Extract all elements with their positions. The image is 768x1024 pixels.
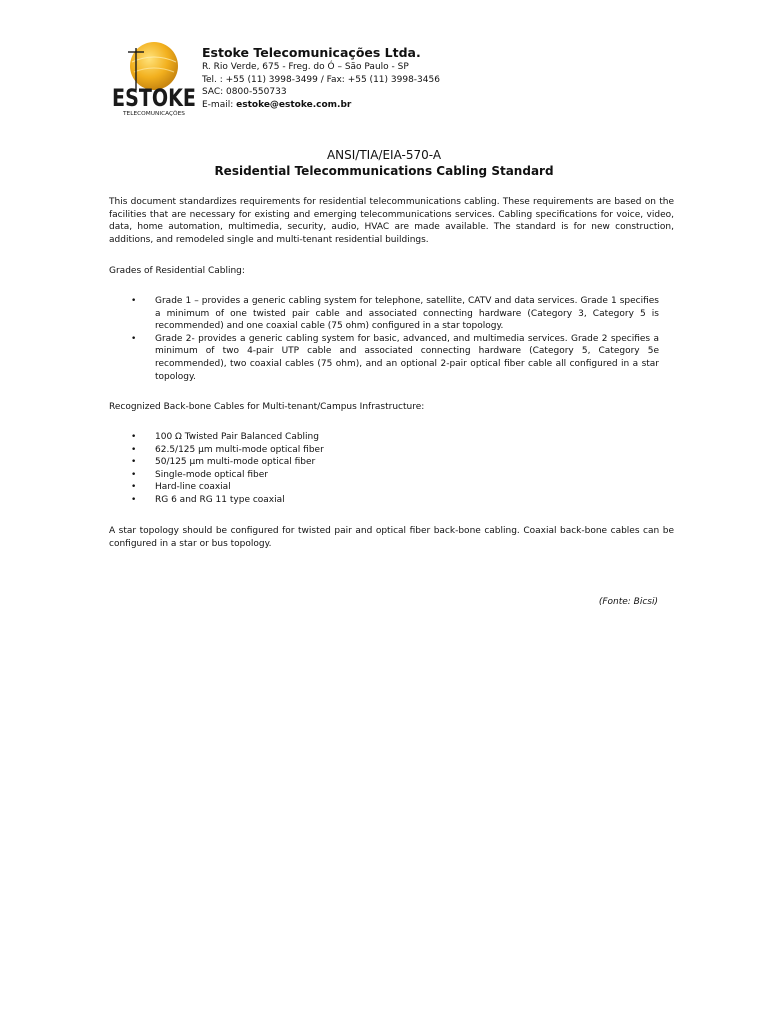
list-item: • Hard-line coaxial bbox=[131, 482, 231, 493]
backbone-list bbox=[109, 431, 659, 507]
document-heading bbox=[0, 147, 768, 179]
document-title: Residential Telecommunications Cabling Standard bbox=[214, 164, 554, 178]
logo-wordmark: ESTOKE bbox=[112, 84, 196, 112]
standard-code: ANSI/TIA/EIA-570-A bbox=[326, 148, 442, 162]
list-item: • Grade 2- provides a generic cabling system for basic, advanced, and multimedia services. Grade 2 specifies a minimum of two 4-pair UTP cable and associated connecting hardware (Category 5, Category 5e recommended), two coaxial cables (75 ohm), and an optional 2-pair optical fiber cable all configured in a star topology. bbox=[131, 333, 659, 382]
logo-subtext: TELECOMUNICAÇÕES bbox=[123, 111, 182, 117]
list-item: • Grade 1 – provides a generic cabling system for telephone, satellite, CATV and data services. Grade 1 specifies a minimum of one twisted pair cable and associated connecting hardware (Category 3, Category 5 is recommended) and one coaxial cable (75 ohm) configured in a star topology. bbox=[131, 296, 659, 332]
grades-list bbox=[109, 295, 659, 383]
bullet-icon: • bbox=[131, 444, 137, 455]
list-item: • 62.5/125 μm multi-mode optical fiber bbox=[131, 444, 324, 455]
company-sac: SAC: 0800-550733 bbox=[202, 87, 287, 97]
bullet-icon: • bbox=[131, 494, 137, 505]
company-phone-fax: Tel. : +55 (11) 3998-3499 / Fax: +55 (11) 3998-3456 bbox=[202, 74, 440, 85]
bullet-icon: • bbox=[131, 333, 137, 344]
company-email-line bbox=[202, 99, 440, 112]
grades-heading: Grades of Residential Cabling: bbox=[109, 266, 245, 276]
email-link[interactable]: estoke@estoke.com.br bbox=[236, 99, 352, 110]
backbone-heading: Recognized Back-bone Cables for Multi-tenant/Campus Infrastructure: bbox=[109, 402, 425, 412]
list-item: • 100 Ω Twisted Pair Balanced Cabling bbox=[131, 432, 319, 442]
closing-paragraph: A star topology should be configured for twisted pair and optical fiber back-bone cabling. Coaxial back-bone cables can be configured in a star or bus topology. bbox=[109, 526, 674, 549]
company-info bbox=[202, 45, 440, 111]
email-label: E-mail: bbox=[202, 99, 237, 110]
estoke-logo bbox=[110, 38, 198, 118]
bullet-icon: • bbox=[131, 482, 137, 493]
list-item: • Single-mode optical fiber bbox=[131, 469, 268, 480]
sun-globe-icon bbox=[110, 38, 198, 118]
list-item: • 50/125 μm multi-mode optical fiber bbox=[131, 457, 316, 468]
bullet-icon: • bbox=[131, 432, 137, 442]
company-name: Estoke Telecomunicações Ltda. bbox=[202, 45, 421, 60]
bullet-icon: • bbox=[131, 296, 137, 306]
list-item: • RG 6 and RG 11 type coaxial bbox=[131, 494, 285, 505]
source-note: (Fonte: Bicsi) bbox=[598, 597, 658, 607]
bullet-icon: • bbox=[131, 457, 137, 468]
bullet-icon: • bbox=[131, 469, 137, 480]
intro-paragraph: This document standardizes requirements for residential telecommunications cabling. These requirements are based on the facilities that are necessary for existing and emerging telecommunications services. Cabling specifications for voice, video, data, home automation, multimedia, security, audio, HVAC are made available. The standard is for new construction, additions, and remodeled single and multi-tenant residential buildings. bbox=[109, 197, 674, 245]
company-address: R. Rio Verde, 675 - Freg. do Ó – São Paulo - SP bbox=[202, 62, 409, 72]
